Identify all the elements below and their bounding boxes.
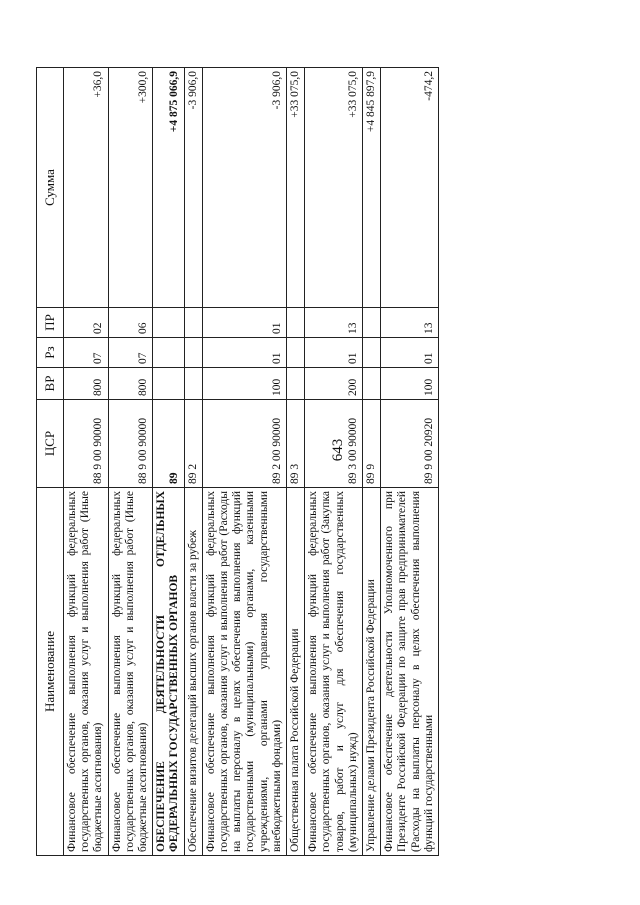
rz-cell: 01 xyxy=(202,338,286,368)
sum-cell: -474,2 xyxy=(381,68,439,308)
rz-cell xyxy=(287,338,305,368)
csr-cell: 89 3 00 90000 xyxy=(305,400,363,488)
vr-cell: 800 xyxy=(108,368,153,400)
sum-cell: -3 906,0 xyxy=(202,68,286,308)
rotated-page xyxy=(36,68,576,856)
name-cell: ОБЕСПЕЧЕНИЕ ДЕЯТЕЛЬНОСТИ ОТДЕЛЬНЫХ ФЕДЕРАЛЬНЫХ ГОСУДАРСТВЕННЫХ ОРГАНОВ xyxy=(153,488,184,856)
vr-cell xyxy=(184,368,202,400)
table-row xyxy=(153,68,184,856)
header-vr: ВР xyxy=(37,368,64,400)
vr-cell xyxy=(153,368,184,400)
pr-cell: 01 xyxy=(202,308,286,338)
name-cell: Общественная палата Российской Федерации xyxy=(287,488,305,856)
sum-cell: +36,0 xyxy=(64,68,109,308)
vr-cell: 100 xyxy=(202,368,286,400)
table-row xyxy=(184,68,202,856)
pr-cell: 02 xyxy=(64,308,109,338)
table-row xyxy=(202,68,286,856)
table-row xyxy=(381,68,439,856)
rz-cell xyxy=(153,338,184,368)
csr-cell: 88 9 00 90000 xyxy=(108,400,153,488)
vr-cell: 100 xyxy=(381,368,439,400)
rz-cell xyxy=(363,338,381,368)
pr-cell xyxy=(184,308,202,338)
vr-cell: 200 xyxy=(305,368,363,400)
name-cell: Финансовое обеспечение деятельности Уполномоченного при Президенте Российской Федерации по защите прав предпринимателей (Расходы на выплаты персоналу в целях обеспечения выполнения функций государственными xyxy=(381,488,439,856)
budget-table xyxy=(36,67,439,856)
sum-cell: +300,0 xyxy=(108,68,153,308)
rz-cell: 01 xyxy=(381,338,439,368)
table-row xyxy=(64,68,109,856)
name-cell: Финансовое обеспечение выполнения функций федеральных государственных органов, оказания услуг и выполнения работ (Иные бюджетные ассигнования) xyxy=(64,488,109,856)
header-rz: Рз xyxy=(37,338,64,368)
csr-cell: 89 9 xyxy=(363,400,381,488)
rz-cell: 07 xyxy=(108,338,153,368)
csr-cell: 89 2 00 90000 xyxy=(202,400,286,488)
vr-cell: 800 xyxy=(64,368,109,400)
pr-cell xyxy=(287,308,305,338)
header-sum: Сумма xyxy=(37,68,64,308)
header-name: Наименование xyxy=(37,488,64,856)
table-row xyxy=(363,68,381,856)
pr-cell: 06 xyxy=(108,308,153,338)
sum-cell: +4 875 066,9 xyxy=(153,68,184,308)
pr-cell xyxy=(153,308,184,338)
table-row xyxy=(287,68,305,856)
table-header-row xyxy=(37,68,64,856)
sum-cell: +33 075,0 xyxy=(305,68,363,308)
vr-cell xyxy=(363,368,381,400)
pr-cell xyxy=(363,308,381,338)
header-pr: ПР xyxy=(37,308,64,338)
page-number: 643 xyxy=(330,438,346,462)
pr-cell: 13 xyxy=(381,308,439,338)
table-row xyxy=(108,68,153,856)
rz-cell: 01 xyxy=(305,338,363,368)
header-csr: ЦСР xyxy=(37,400,64,488)
name-cell: Управление делами Президента Российской Федерации xyxy=(363,488,381,856)
csr-cell: 89 3 xyxy=(287,400,305,488)
sum-cell: +33 075,0 xyxy=(287,68,305,308)
csr-cell: 89 2 xyxy=(184,400,202,488)
vr-cell xyxy=(287,368,305,400)
name-cell: Финансовое обеспечение выполнения функций федеральных государственных органов, оказания услуг и выполнения работ (Расходы на выплаты персоналу в целях обеспечения выполнения функций государственными (муниципальными) органами, казенными учреждениями, органами управления государственными внебюджетными фондами) xyxy=(202,488,286,856)
csr-cell: 89 xyxy=(153,400,184,488)
name-cell: Финансовое обеспечение выполнения функций федеральных государственных органов, оказания услуг и выполнения работ (Иные бюджетные ассигнования) xyxy=(108,488,153,856)
rz-cell: 07 xyxy=(64,338,109,368)
pr-cell: 13 xyxy=(305,308,363,338)
name-cell: Обеспечение визитов делегаций высших органов власти за рубеж xyxy=(184,488,202,856)
name-cell: Финансовое обеспечение выполнения функций федеральных государственных органов, оказания услуг и выполнения работ (Закупка товаров, работ и услуг для обеспечения государственных (муниципальных) нужд) xyxy=(305,488,363,856)
csr-cell: 89 9 00 20920 xyxy=(381,400,439,488)
table-row xyxy=(305,68,363,856)
rz-cell xyxy=(184,338,202,368)
csr-cell: 88 9 00 90000 xyxy=(64,400,109,488)
sum-cell: -3 906,0 xyxy=(184,68,202,308)
sum-cell: +4 845 897,9 xyxy=(363,68,381,308)
